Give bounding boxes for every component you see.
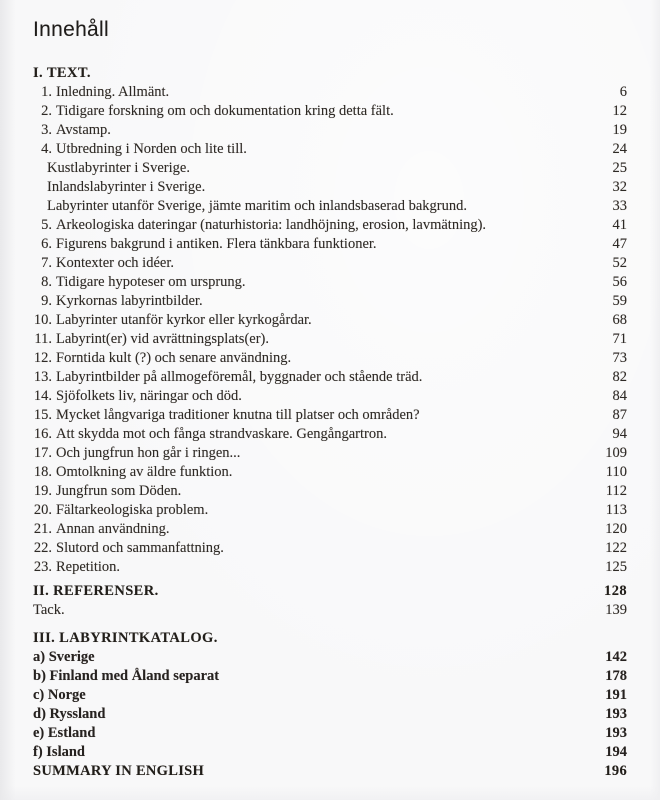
- toc-entry-label: Jungfrun som Döden.: [56, 483, 182, 499]
- toc-entry-label: III. LABYRINTKATALOG.: [33, 630, 218, 646]
- toc-entry-label: II. REFERENSER.: [33, 583, 159, 599]
- toc-entry-number: 16.: [33, 426, 52, 442]
- toc-row: [33, 178, 627, 197]
- toc-entry-label: Tidigare hypoteser om ursprung.: [56, 274, 246, 290]
- toc-page-number: 12: [612, 103, 627, 119]
- toc-page-number: 110: [605, 464, 627, 480]
- toc-entry-number: 3.: [41, 122, 52, 138]
- toc-entry-label: Att skydda mot och fånga strandvaskare. Gengångartron.: [56, 426, 387, 442]
- toc-page-number: 32: [612, 179, 627, 195]
- toc-entry-number: 2.: [41, 103, 52, 119]
- toc-entry-number: 20.: [33, 502, 52, 518]
- toc-page-number: 112: [605, 483, 627, 499]
- toc-row: [33, 539, 627, 558]
- toc-row: [33, 425, 627, 444]
- toc-page-number: 6: [619, 84, 627, 100]
- toc-row: [33, 743, 627, 762]
- toc-page-number: 191: [605, 687, 627, 703]
- toc-entry-label: Sjöfolkets liv, näringar och död.: [56, 388, 242, 404]
- toc-page-number: 25: [612, 160, 627, 176]
- toc-entry-label: Omtolkning av äldre funktion.: [56, 464, 233, 480]
- toc-row: [33, 311, 627, 330]
- toc-page-number: 142: [605, 649, 627, 665]
- toc-section-heading: [33, 64, 627, 83]
- toc-row: [33, 601, 627, 620]
- toc-entry-label: Mycket långvariga traditioner knutna till platser och områden?: [56, 407, 420, 423]
- toc-row: [33, 216, 627, 235]
- toc-section-heading: [33, 582, 627, 601]
- toc-row: [33, 254, 627, 273]
- toc-row: [33, 159, 627, 178]
- toc-row: [33, 368, 627, 387]
- toc-section-heading: [33, 629, 627, 648]
- toc-page-number: 94: [612, 426, 627, 442]
- toc-row: [33, 273, 627, 292]
- toc-entry-number: 18.: [33, 464, 52, 480]
- toc-entry-label: Och jungfrun hon går i ringen...: [56, 445, 241, 461]
- toc-row: [33, 482, 627, 501]
- toc-entry-number: 6.: [41, 236, 52, 252]
- toc-page-number: 193: [605, 725, 627, 741]
- toc-entry-number: 17.: [33, 445, 52, 461]
- toc-page-number: 19: [612, 122, 627, 138]
- toc-page-number: 56: [612, 274, 627, 290]
- toc-entry-label: Labyrintbilder på allmogeföremål, byggnader och stående träd.: [56, 369, 423, 385]
- toc-page-number: 71: [612, 331, 627, 347]
- toc-entry-number: 13.: [33, 369, 52, 385]
- toc-page-number: 125: [605, 559, 627, 575]
- toc-page-number: 178: [605, 668, 627, 684]
- toc-entry-label: Labyrinter utanför Sverige, jämte maritim och inlandsbaserad bakgrund.: [47, 198, 467, 214]
- toc-entry-number: 19.: [33, 483, 52, 499]
- toc-entry-label: Tidigare forskning om och dokumentation kring detta fält.: [56, 103, 394, 119]
- toc-page-number: 87: [612, 407, 627, 423]
- toc-entry-label: Arkeologiska dateringar (naturhistoria: landhöjning, erosion, lavmätning).: [56, 217, 487, 233]
- toc-page-number: 68: [612, 312, 627, 328]
- toc-row: [33, 686, 627, 705]
- toc-page-number: 24: [612, 141, 627, 157]
- toc-row: [33, 558, 627, 577]
- toc-entry-label: SUMMARY IN ENGLISH: [33, 763, 205, 779]
- toc-entry-number: 14.: [33, 388, 52, 404]
- toc-page-number: 33: [612, 198, 627, 214]
- toc-row: [33, 463, 627, 482]
- toc-entry-label: Labyrinter utanför kyrkor eller kyrkogårdar.: [56, 312, 312, 328]
- toc-entry-label: Figurens bakgrund i antiken. Flera tänkbara funktioner.: [56, 236, 377, 252]
- toc-entry-label: e) Estland: [33, 725, 96, 741]
- toc-entry-number: 10.: [33, 312, 52, 328]
- toc-entry-number: 8.: [41, 274, 52, 290]
- toc-entry-number: 12.: [33, 350, 52, 366]
- toc-page-number: 139: [605, 602, 627, 618]
- toc-row: [33, 648, 627, 667]
- toc-spacer: [33, 620, 627, 629]
- toc-row: [33, 235, 627, 254]
- toc-entry-number: 4.: [41, 141, 52, 157]
- toc-row: [33, 197, 627, 216]
- toc-entry-label: Annan användning.: [56, 521, 170, 537]
- toc-entry-label: Repetition.: [56, 559, 121, 575]
- toc-page-number: 196: [604, 763, 627, 779]
- toc-page-number: 194: [605, 744, 627, 760]
- toc-page-number: 120: [605, 521, 627, 537]
- toc-entry-number: 1.: [41, 84, 52, 100]
- toc-page-number: 113: [605, 502, 627, 518]
- toc-entry-label: f) Island: [33, 744, 85, 760]
- toc-page-number: 52: [612, 255, 627, 271]
- toc-entry-label: Fältarkeologiska problem.: [56, 502, 209, 518]
- toc-entry-label: Kyrkornas labyrintbilder.: [56, 293, 203, 309]
- toc-entry-label: c) Norge: [33, 687, 86, 703]
- toc-page-number: 73: [612, 350, 627, 366]
- toc-entry-label: Utbredning i Norden och lite till.: [56, 141, 247, 157]
- toc-entry-number: 11.: [34, 331, 52, 347]
- toc-entry-label: Kontexter och idéer.: [56, 255, 174, 271]
- toc-row: [33, 102, 627, 121]
- toc-page-number: 47: [612, 236, 627, 252]
- toc-entry-number: 5.: [41, 217, 52, 233]
- toc-entry-number: 23.: [33, 559, 52, 575]
- toc-page-number: 109: [605, 445, 627, 461]
- toc-entry-label: Inledning. Allmänt.: [56, 84, 170, 100]
- toc-page-number: 41: [612, 217, 627, 233]
- toc-entry-label: b) Finland med Åland separat: [33, 668, 220, 684]
- toc-row: [33, 444, 627, 463]
- toc-entry-label: Avstamp.: [56, 122, 111, 138]
- toc-entry-label: Labyrint(er) vid avrättningsplats(er).: [56, 331, 269, 347]
- toc-entry-number: 7.: [41, 255, 52, 271]
- toc-page-number: 84: [612, 388, 627, 404]
- toc-row: [33, 140, 627, 159]
- toc-entry-label: a) Sverige: [33, 649, 95, 665]
- toc-entry-number: 15.: [33, 407, 52, 423]
- toc-row: [33, 520, 627, 539]
- toc-row: [33, 83, 627, 102]
- toc-entry-label: Kustlabyrinter i Sverige.: [47, 160, 190, 176]
- toc-row: [33, 121, 627, 140]
- toc-page-number: 193: [605, 706, 627, 722]
- toc-entry-label: d) Ryssland: [33, 706, 106, 722]
- toc-entry-number: 9.: [41, 293, 52, 309]
- toc-row: [33, 387, 627, 406]
- toc-row: [33, 667, 627, 686]
- toc-page-number: 82: [612, 369, 627, 385]
- toc-entry-label: Inlandslabyrinter i Sverige.: [47, 179, 206, 195]
- toc-row: [33, 406, 627, 425]
- toc-list: [33, 64, 627, 781]
- toc-entry-label: Tack.: [33, 602, 65, 618]
- toc-row: [33, 762, 627, 781]
- toc-row: [33, 330, 627, 349]
- toc-entry-label: Forntida kult (?) och senare användning.: [56, 350, 292, 366]
- toc-entry-number: 21.: [33, 521, 52, 537]
- toc-row: [33, 349, 627, 368]
- toc-entry-label: I. TEXT.: [33, 65, 91, 81]
- toc-entry-number: 22.: [33, 540, 52, 556]
- toc-row: [33, 705, 627, 724]
- toc-page-number: 128: [604, 583, 627, 599]
- toc-row: [33, 501, 627, 520]
- toc-row: [33, 292, 627, 311]
- toc-page-number: 122: [605, 540, 627, 556]
- page-title: Innehåll: [33, 18, 109, 41]
- toc-row: [33, 724, 627, 743]
- toc-entry-label: Slutord och sammanfattning.: [56, 540, 224, 556]
- toc-page-number: 59: [612, 293, 627, 309]
